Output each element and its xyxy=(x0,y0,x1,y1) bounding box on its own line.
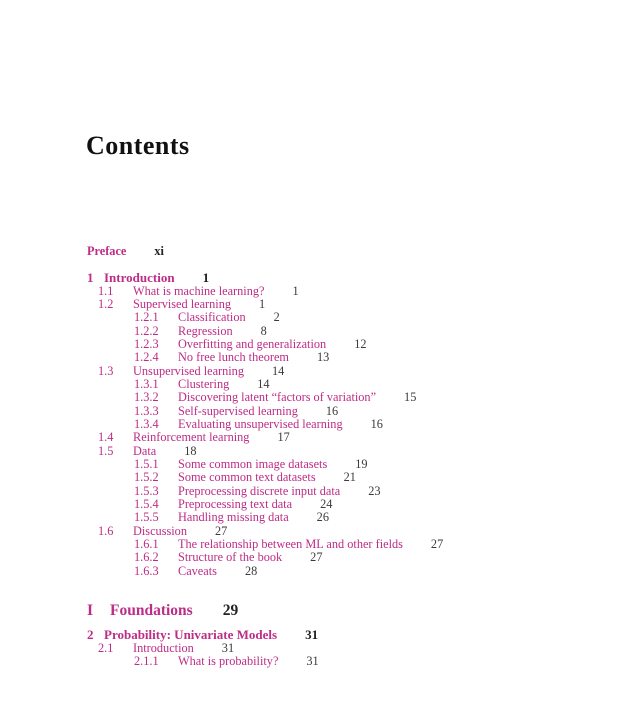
entry-title-link[interactable]: Unsupervised learning xyxy=(133,363,244,378)
toc-entry-1 xyxy=(87,270,607,285)
entry-page-number: 27 xyxy=(310,550,323,565)
entry-title-link[interactable]: Preprocessing text data xyxy=(178,497,293,512)
toc-entry-2.1 xyxy=(87,642,607,655)
entry-title-link[interactable]: Supervised learning xyxy=(133,297,232,312)
entry-title-link[interactable]: Clustering xyxy=(178,377,230,392)
entry-title-link[interactable]: Reinforcement learning xyxy=(133,430,250,445)
entry-page-number: 14 xyxy=(257,377,270,392)
entry-title-link[interactable]: Some common image datasets xyxy=(178,457,328,472)
entry-number[interactable]: 1.5.4 xyxy=(134,497,159,512)
toc-entry-1.6.2 xyxy=(87,551,607,564)
entry-page-number: 16 xyxy=(325,403,339,418)
entry-page-number: 29 xyxy=(222,602,239,620)
toc-entry-1.5.5 xyxy=(87,511,607,524)
toc-entry-I xyxy=(87,602,607,620)
entry-number[interactable]: 1.2.4 xyxy=(134,350,159,365)
entry-page-number: 2 xyxy=(273,310,280,325)
entry-page-number: 13 xyxy=(316,350,330,365)
entry-number[interactable]: 2.1 xyxy=(98,641,114,656)
entry-page-number: 27 xyxy=(214,523,228,538)
entry-title-link[interactable]: Evaluating unsupervised learning xyxy=(178,417,343,432)
toc-entry-2.1.1 xyxy=(87,655,607,668)
entry-page-number: 8 xyxy=(260,323,267,338)
toc-entry-1.5.3 xyxy=(87,485,607,498)
entry-page-number: 27 xyxy=(430,537,444,552)
entry-page-number: 1 xyxy=(202,269,210,285)
toc-entry-1.6.1 xyxy=(87,538,607,551)
entry-page-number: 21 xyxy=(343,470,356,485)
toc-entry-1.2.3 xyxy=(87,338,607,351)
entry-page-number: 1 xyxy=(259,297,266,312)
toc-entry-1.3.4 xyxy=(87,418,607,431)
entry-number[interactable]: 1.2.3 xyxy=(134,337,159,352)
entry-title-link[interactable]: Introduction xyxy=(104,269,175,285)
entry-page-number: 12 xyxy=(354,337,367,352)
entry-number[interactable]: 1.5.5 xyxy=(134,510,159,525)
entry-number[interactable]: 1.6.3 xyxy=(134,563,159,578)
entry-page-number: 15 xyxy=(404,390,417,405)
entry-title-link[interactable]: Classification xyxy=(178,310,246,325)
toc-entry-1.5.2 xyxy=(87,471,607,484)
toc-entry-1.1 xyxy=(87,285,607,298)
entry-title-link[interactable]: Discovering latent “factors of variation” xyxy=(178,390,377,405)
entry-number[interactable]: 1.5.3 xyxy=(134,483,159,498)
table-of-contents xyxy=(87,245,607,669)
entry-number[interactable]: 1.2.1 xyxy=(134,310,159,325)
entry-title-link[interactable]: Preface xyxy=(87,244,127,258)
entry-title-link[interactable]: Regression xyxy=(178,323,233,338)
entry-page-number: 28 xyxy=(244,563,258,578)
entry-number[interactable]: 1.3 xyxy=(98,363,114,378)
toc-entry-1.6 xyxy=(87,525,607,538)
entry-title-link[interactable]: Handling missing data xyxy=(178,510,289,525)
entry-number[interactable]: 1.6 xyxy=(98,523,114,538)
toc-entry-1.3.1 xyxy=(87,378,607,391)
entry-page-number: 24 xyxy=(320,497,333,512)
entry-number[interactable]: 1.3.2 xyxy=(134,390,159,405)
entry-title-link[interactable]: Structure of the book xyxy=(178,550,283,565)
entry-number[interactable]: 1.3.3 xyxy=(134,403,159,418)
page-title: Contents xyxy=(86,131,190,160)
toc-entry-1.2.4 xyxy=(87,351,607,364)
entry-page-number: 31 xyxy=(221,641,235,656)
entry-page-number: 31 xyxy=(306,654,319,669)
toc-entry-1.2.1 xyxy=(87,311,607,324)
entry-title-link[interactable]: Introduction xyxy=(133,641,194,656)
entry-number[interactable]: 1.4 xyxy=(98,430,114,445)
entry-page-number: 17 xyxy=(277,430,290,445)
entry-title-link[interactable]: Caveats xyxy=(178,563,217,578)
entry-number[interactable]: 1.1 xyxy=(98,283,114,298)
entry-number[interactable]: 1.5.1 xyxy=(134,457,159,472)
toc-entry-1.3.2 xyxy=(87,391,607,404)
entry-title-link[interactable]: Probability: Univariate Models xyxy=(104,627,278,643)
entry-number[interactable]: 2.1.1 xyxy=(134,654,159,669)
entry-number[interactable]: 1.5.2 xyxy=(134,470,159,485)
entry-number[interactable]: 1.6.1 xyxy=(134,537,159,552)
entry-page-number: 23 xyxy=(368,483,381,498)
toc-entry-1.5 xyxy=(87,445,607,458)
toc-entry-1.5.4 xyxy=(87,498,607,511)
toc-entry-2 xyxy=(87,627,607,642)
entry-title-link[interactable]: What is probability? xyxy=(178,654,279,669)
entry-page-number: 1 xyxy=(292,283,299,298)
toc-entry-1.6.3 xyxy=(87,565,607,578)
toc-entry-1.2 xyxy=(87,298,607,311)
entry-title-link[interactable]: Preprocessing discrete input data xyxy=(178,483,341,498)
entry-page-number: 31 xyxy=(305,627,319,643)
entry-title-link[interactable]: Data xyxy=(133,443,157,458)
toc-entry-1.4 xyxy=(87,431,607,444)
entry-number[interactable]: 1.6.2 xyxy=(134,550,159,565)
entry-number[interactable]: 2 xyxy=(87,627,94,643)
entry-number[interactable]: 1.2.2 xyxy=(134,323,159,338)
entry-page-number: 26 xyxy=(316,510,329,525)
entry-number[interactable]: 1.3.1 xyxy=(134,377,159,392)
toc-entry-1.2.2 xyxy=(87,325,607,338)
entry-page-number: 14 xyxy=(271,363,285,378)
entry-title-link[interactable]: No free lunch theorem xyxy=(178,350,289,365)
toc-entry-1.3.3 xyxy=(87,405,607,418)
entry-title-link[interactable]: What is machine learning? xyxy=(133,283,265,298)
entry-title-link[interactable]: Some common text datasets xyxy=(178,470,316,485)
toc-entry-1.3 xyxy=(87,365,607,378)
toc-entry-preface xyxy=(87,245,607,258)
entry-title-link[interactable]: The relationship between ML and other fields xyxy=(178,537,403,552)
entry-page-number: xi xyxy=(154,244,164,258)
entry-page-number: 18 xyxy=(184,443,197,458)
entry-page-number: 16 xyxy=(370,417,383,432)
toc-entry-1.5.1 xyxy=(87,458,607,471)
entry-title-link[interactable]: Foundations xyxy=(110,602,193,620)
entry-page-number: 19 xyxy=(355,457,368,472)
entry-number[interactable]: 1.2 xyxy=(98,297,114,312)
entry-number[interactable]: 1.5 xyxy=(98,443,114,458)
entry-title-link[interactable]: Overfitting and generalization xyxy=(178,337,327,352)
entry-title-link[interactable]: Discussion xyxy=(133,523,187,538)
entry-number[interactable]: 1.3.4 xyxy=(134,417,159,432)
entry-number[interactable]: 1 xyxy=(87,269,94,285)
entry-number[interactable]: I xyxy=(87,602,94,620)
entry-title-link[interactable]: Self-supervised learning xyxy=(178,403,298,418)
